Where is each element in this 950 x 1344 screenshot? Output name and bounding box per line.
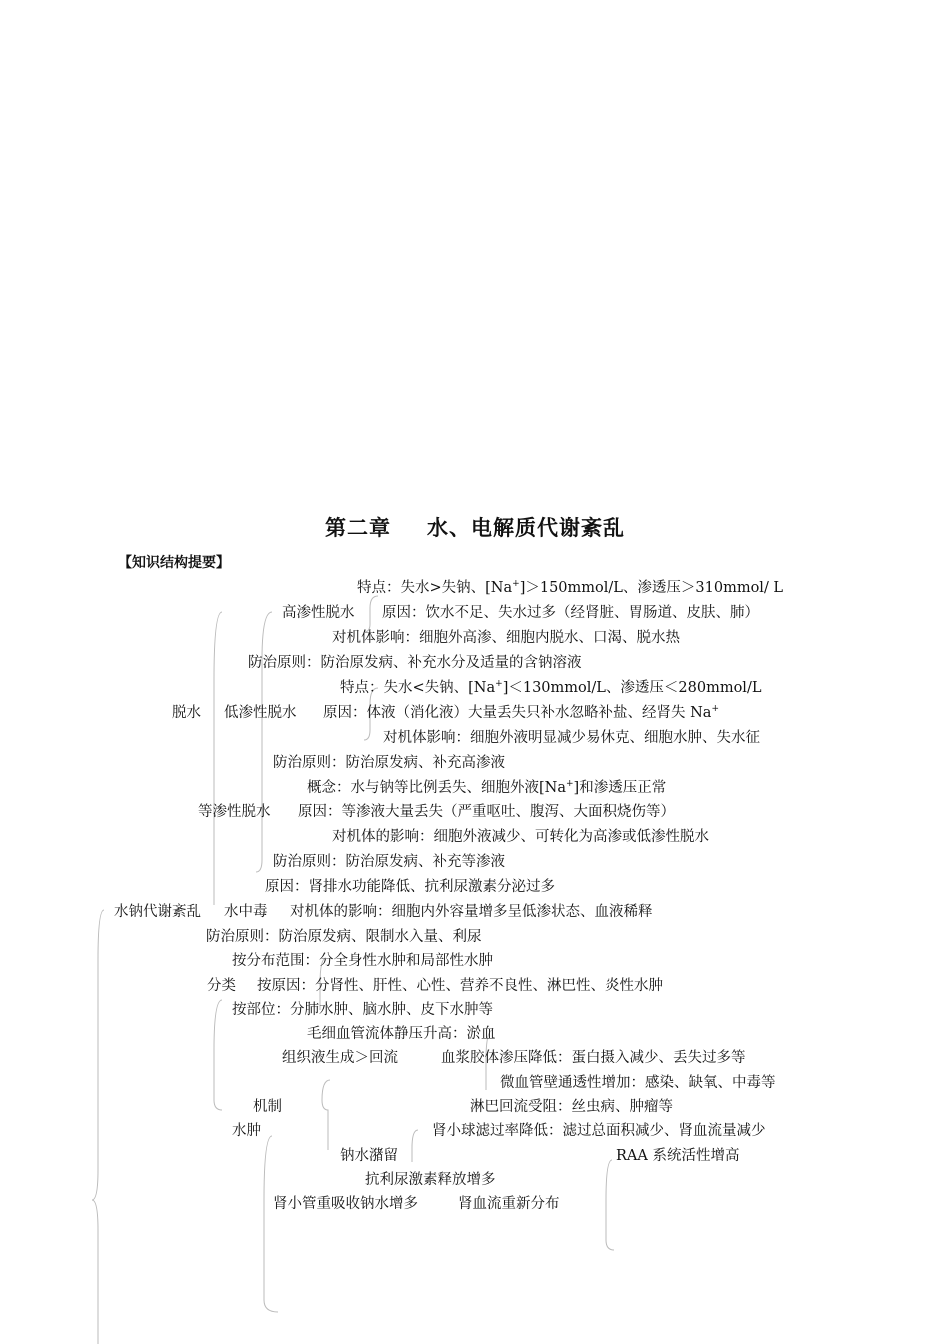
chapter-topic: 水、电解质代谢紊乱	[427, 516, 625, 540]
intox-treatment: 防治原则：防治原发病、限制水入量、利尿	[206, 929, 482, 945]
raa: RAA 系统活性增高	[616, 1148, 740, 1164]
chapter-number: 第二章	[325, 516, 391, 540]
hypo-treatment: 防治原则：防治原发病、补充高渗液	[273, 755, 505, 771]
edema-by-distribution: 按分布范围：分全身性水肿和局部性水肿	[232, 953, 493, 969]
iso-effect: 对机体的影响：细胞外液减少、可转化为高渗或低渗性脱水	[332, 829, 709, 845]
iso-concept: 概念：水与钠等比例丢失、细胞外液[Na+]和渗透压正常	[307, 779, 667, 796]
permeability: 微血管壁通透性增加：感染、缺氧、中毒等	[500, 1075, 776, 1091]
iso-cause: 原因：等渗液大量丢失（严重呕吐、腹泻、大面积烧伤等）	[298, 804, 675, 820]
edema-by-site: 按部位：分肺水肿、脑水肿、皮下水肿等	[232, 1002, 493, 1018]
hyper-treatment: 防治原则：防治原发病、补充水分及适量的含钠溶液	[248, 655, 582, 671]
mechanism-label: 机制	[253, 1099, 282, 1115]
hypo-label: 低渗性脱水	[224, 705, 297, 721]
iso-label: 等渗性脱水	[198, 804, 271, 820]
redistribution: 肾血流重新分布	[458, 1196, 560, 1212]
intox-label: 水中毒	[224, 904, 268, 920]
retention: 钠水潴留	[340, 1148, 398, 1164]
hypo-feature: 特点：失水<失钠、[Na+]＜130mmol/L、渗透压＜280mmol/L	[340, 679, 762, 696]
tissue-fluid: 组织液生成＞回流	[282, 1050, 398, 1066]
hypo-cause: 原因：体液（消化液）大量丢失只补水忽略补盐、经肾失 Na+	[323, 704, 719, 721]
chapter-title	[0, 512, 950, 542]
edema-by-cause: 按原因：分肾性、肝性、心性、营养不良性、淋巴性、炎性水肿	[257, 978, 663, 994]
root-label: 水钠代谢紊乱	[114, 904, 201, 920]
oncotic-pressure: 血浆胶体渗压降低：蛋白摄入减少、丢失过多等	[441, 1050, 746, 1066]
intox-cause: 原因：肾排水功能降低、抗利尿激素分泌过多	[265, 879, 555, 895]
dehydration-label: 脱水	[172, 705, 201, 721]
hyper-cause: 原因：饮水不足、失水过多（经肾脏、胃肠道、皮肤、肺）	[382, 605, 759, 621]
capillary-pressure: 毛细血管流体静压升高：淤血	[307, 1026, 496, 1042]
tubular: 肾小管重吸收钠水增多	[273, 1196, 418, 1212]
gfr: 肾小球滤过率降低：滤过总面积减少、肾血流量减少	[432, 1123, 766, 1139]
section-subheading: 【知识结构提要】	[118, 555, 230, 571]
hyper-label: 高渗性脱水	[282, 605, 355, 621]
hypo-effect: 对机体影响：细胞外液明显减少易休克、细胞水肿、失水征	[383, 730, 760, 746]
edema-class-label: 分类	[207, 978, 236, 994]
intox-effect: 对机体的影响：细胞内外容量增多呈低渗状态、血液稀释	[290, 904, 653, 920]
iso-treatment: 防治原则：防治原发病、补充等渗液	[273, 854, 505, 870]
adh: 抗利尿激素释放增多	[365, 1172, 496, 1188]
hyper-effect: 对机体影响：细胞外高渗、细胞内脱水、口渴、脱水热	[332, 630, 680, 646]
lymph: 淋巴回流受阻：丝虫病、肿瘤等	[470, 1099, 673, 1115]
hyper-feature: 特点：失水>失钠、[Na+]＞150mmol/L、渗透压＞310mmol/ L	[357, 579, 784, 596]
edema-label: 水肿	[232, 1123, 261, 1139]
